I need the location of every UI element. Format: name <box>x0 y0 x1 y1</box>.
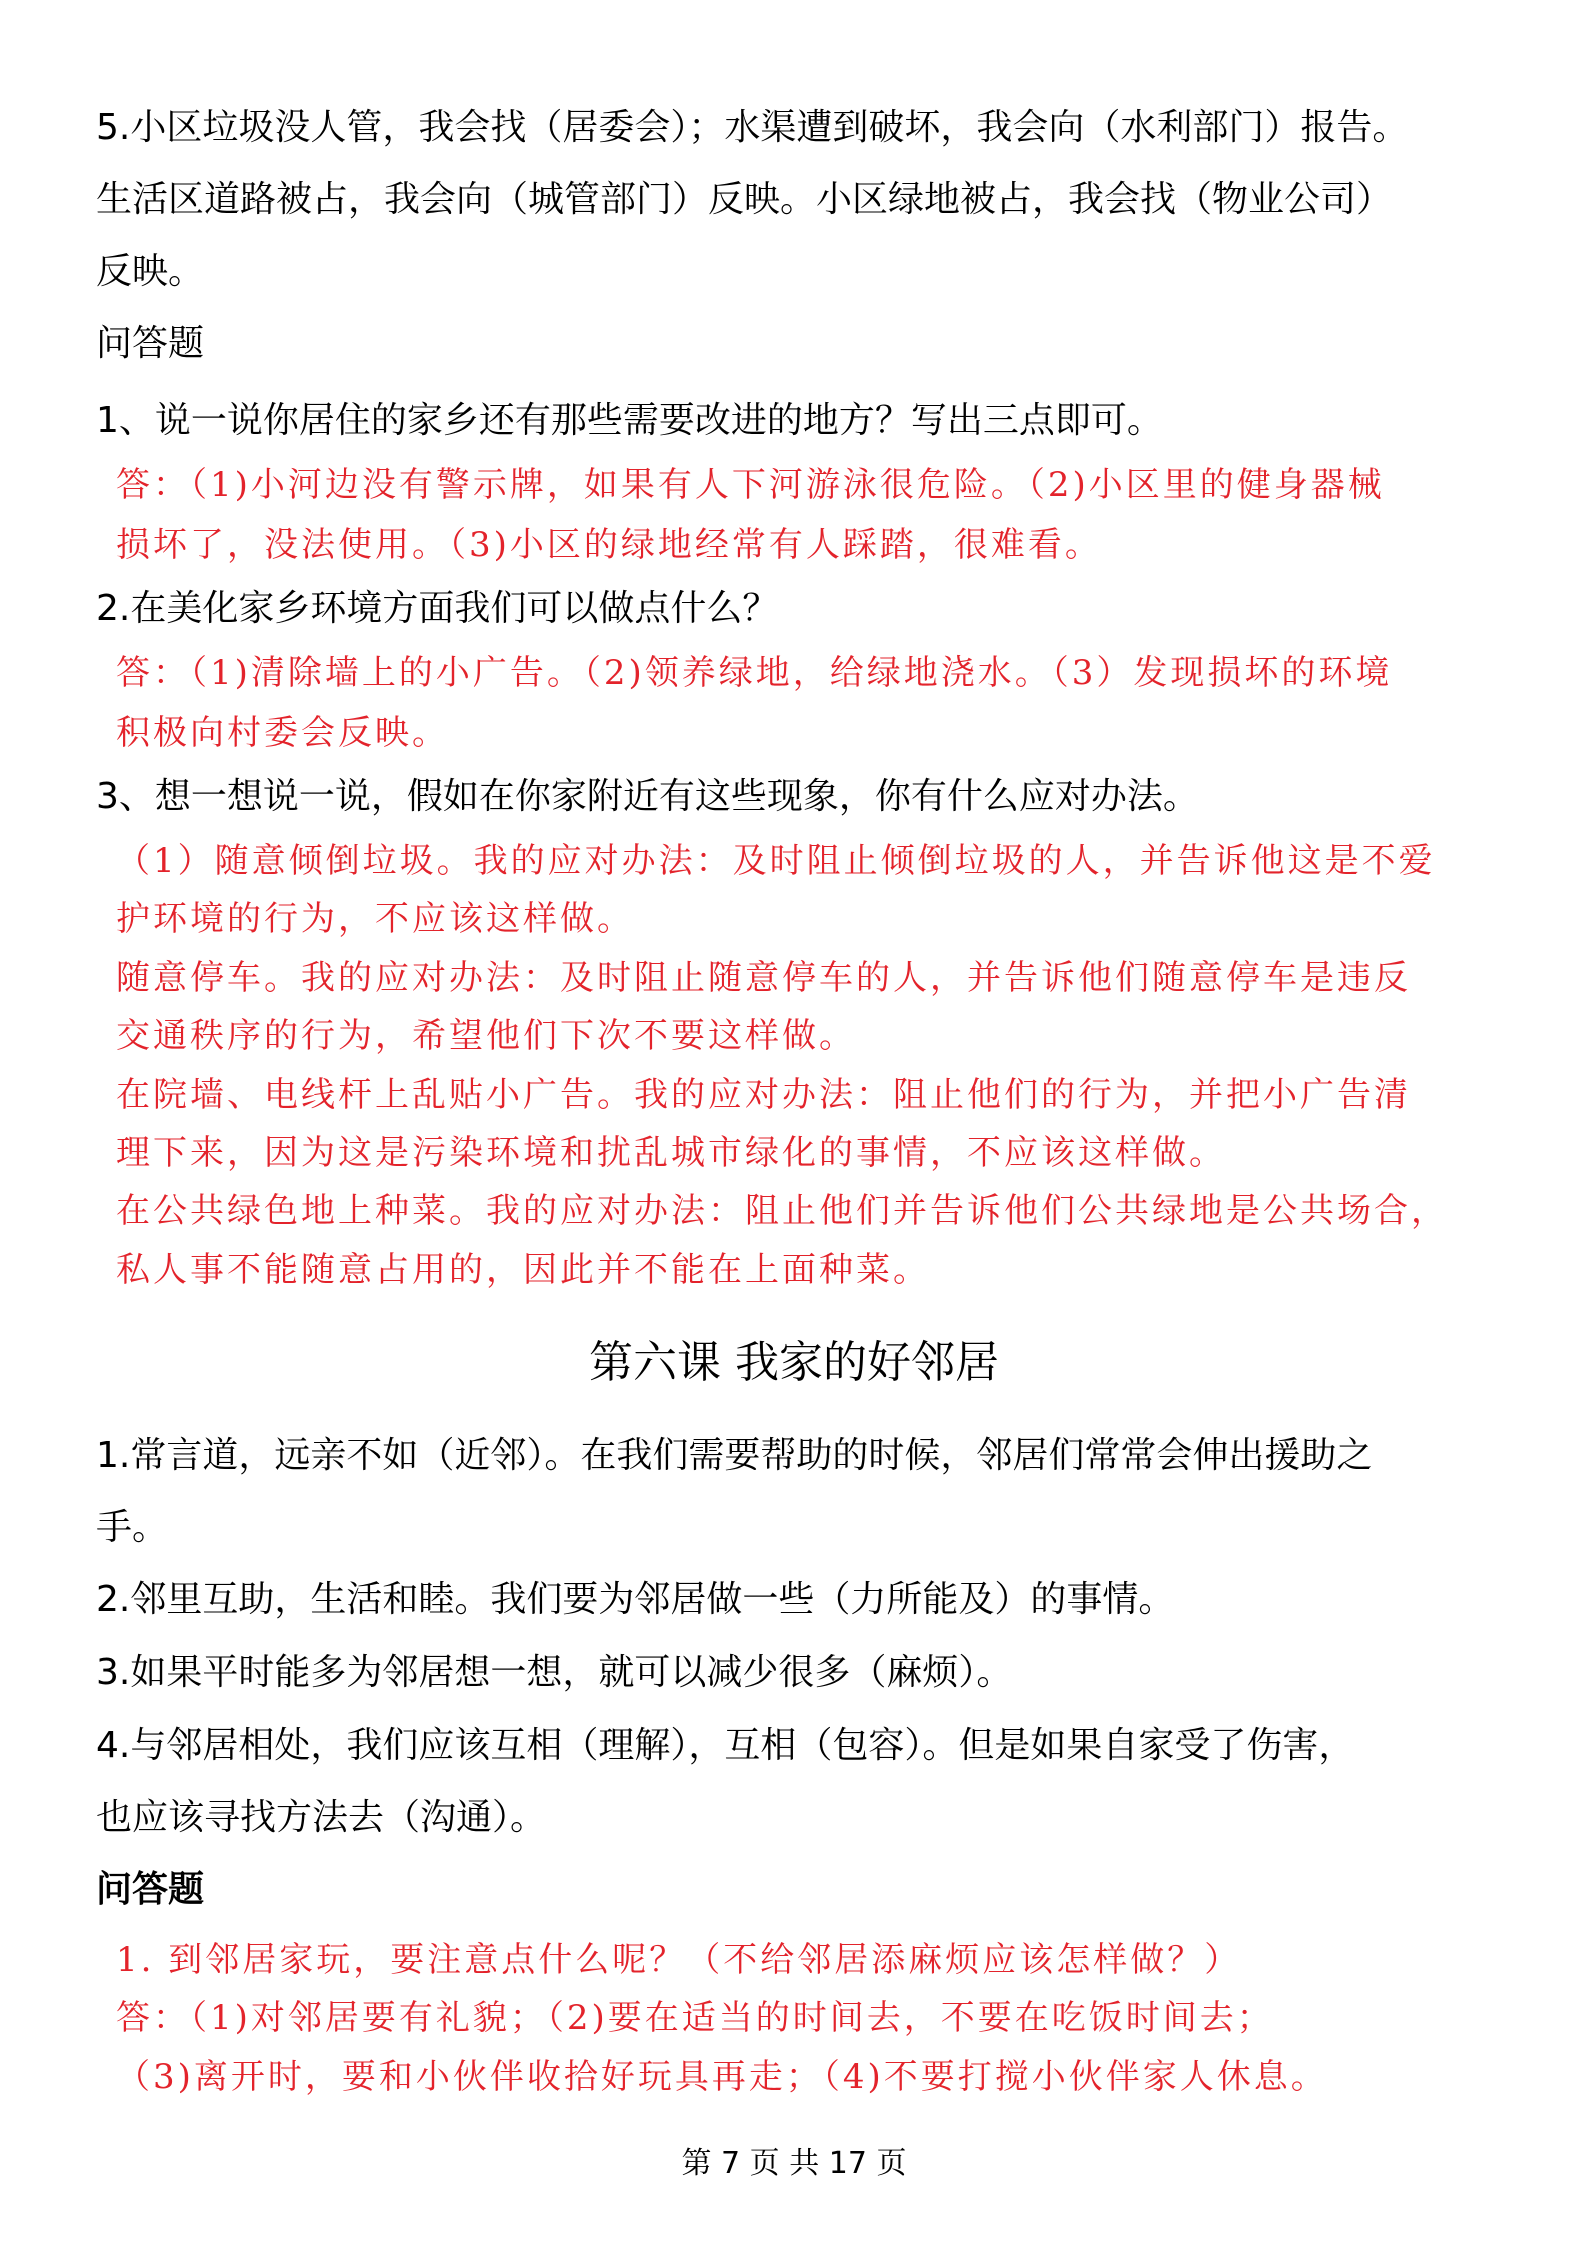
item-5-line-3: 反映。 <box>96 251 205 292</box>
answer-3-line-2: 护环境的行为，不应该这样做。 <box>116 899 634 939</box>
answer-3-line-1: （1）随意倾倒垃圾。我的应对办法：及时阻止倾倒垃圾的人，并告诉他这是不爱 <box>116 841 1436 881</box>
lesson-item-4-line-1: 4.与邻居相处，我们应该互相（理解），互相（包容）。但是如果自家受了伤害， <box>96 1725 1355 1766</box>
answer-3-line-4: 交通秩序的行为，希望他们下次不要这样做。 <box>116 1016 856 1056</box>
lesson-question-1: 1. 到邻居家玩，要注意点什么呢？（不给邻居添麻烦应该怎样做？） <box>116 1940 1242 1980</box>
lesson-answer-1-line-2: （3)离开时，要和小伙伴收拾好玩具再走；（4)不要打搅小伙伴家人休息。 <box>116 2057 1328 2097</box>
answer-1-line-2: 损坏了，没法使用。（3)小区的绿地经常有人踩踏，很难看。 <box>116 525 1102 565</box>
lesson-answer-1-line-1: 答：（1)对邻居要有礼貌；（2)要在适当的时间去，不要在吃饭时间去； <box>116 1998 1274 2038</box>
lesson-item-1-line-1: 1.常言道，远亲不如（近邻）。在我们需要帮助的时候，邻居们常常会伸出援助之 <box>96 1435 1373 1476</box>
lesson-item-4-line-2: 也应该寻找方法去（沟通）。 <box>96 1797 547 1838</box>
item-5-line-1: 5.小区垃圾没人管，我会找（居委会）；水渠遭到破坏，我会向（水利部门）报告。 <box>96 107 1409 148</box>
lesson-title: 第六课 我家的好邻居 <box>589 1337 999 1388</box>
answer-3-line-3: 随意停车。我的应对办法：及时阻止随意停车的人，并告诉他们随意停车是违反 <box>116 958 1411 998</box>
answer-3-line-7: 在公共绿色地上种菜。我的应对办法：阻止他们并告诉他们公共绿地是公共场合， <box>116 1191 1448 1231</box>
answer-2-line-1: 答：（1)清除墙上的小广告。（2)领养绿地，给绿地浇水。（3）发现损坏的环境 <box>116 653 1393 693</box>
answer-3-line-8: 私人事不能随意占用的，因此并不能在上面种菜。 <box>116 1250 930 1290</box>
lesson-item-3: 3.如果平时能多为邻居想一想，就可以减少很多（麻烦）。 <box>96 1652 1013 1693</box>
page-number: 第 7 页 共 17 页 <box>681 2146 907 2181</box>
question-2: 2.在美化家乡环境方面我们可以做点什么？ <box>96 588 779 629</box>
qa-heading: 问答题 <box>96 323 205 364</box>
item-5-line-2: 生活区道路被占，我会向（城管部门）反映。小区绿地被占，我会找（物业公司） <box>96 179 1393 220</box>
lesson-item-2: 2.邻里互助，生活和睦。我们要为邻居做一些（力所能及）的事情。 <box>96 1579 1175 1620</box>
answer-3-line-5: 在院墙、电线杆上乱贴小广告。我的应对办法：阻止他们的行为，并把小广告清 <box>116 1075 1411 1115</box>
answer-2-line-2: 积极向村委会反映。 <box>116 713 449 753</box>
answer-1-line-1: 答：（1)小河边没有警示牌，如果有人下河游泳很危险。（2)小区里的健身器械 <box>116 465 1385 505</box>
lesson-item-1-line-2: 手。 <box>96 1507 169 1548</box>
question-3: 3、想一想说一说，假如在你家附近有这些现象，你有什么应对办法。 <box>96 776 1199 817</box>
question-1: 1、说一说你居住的家乡还有那些需要改进的地方？写出三点即可。 <box>96 400 1163 441</box>
lesson-qa-heading: 问答题 <box>96 1869 205 1910</box>
answer-3-line-6: 理下来，因为这是污染环境和扰乱城市绿化的事情，不应该这样做。 <box>116 1133 1226 1173</box>
